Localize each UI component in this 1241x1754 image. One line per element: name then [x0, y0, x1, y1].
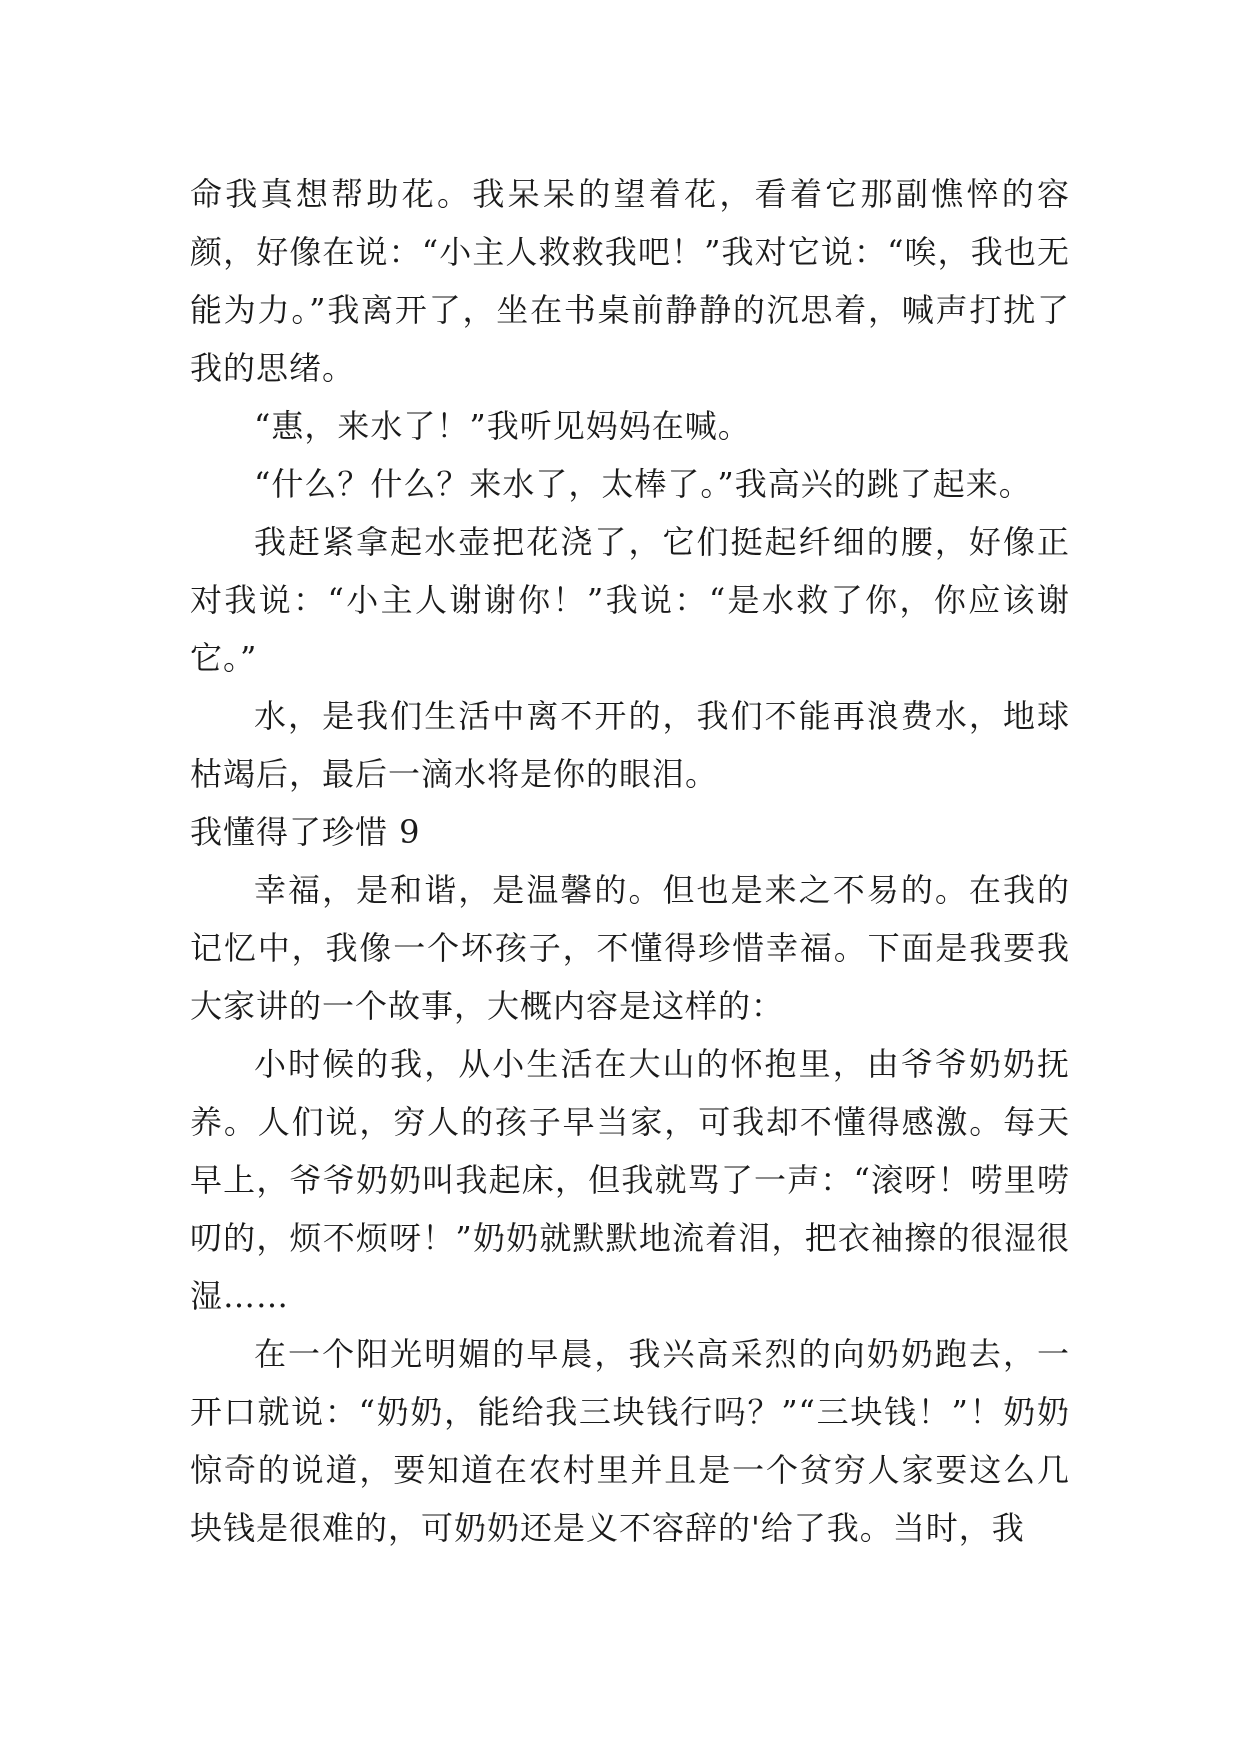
section-title: 我懂得了珍惜 9 [190, 813, 421, 851]
paragraph-mom-calls: “惠，来水了！”我听见妈妈在喊。 [254, 407, 751, 445]
document-body [190, 165, 1070, 1557]
paragraph-flower-plea: 命我真想帮助花。我呆呆的望着花，看着它那副憔悴的容颜，好像在说：“小主人救救我吧！”我对它说：“唉，我也无能为力。”我离开了，坐在书桌前静静的沉思着，喊声打扰了我的思绪。 [190, 175, 1070, 387]
paragraph-happiness-intro: 幸福，是和谐，是温馨的。但也是来之不易的。在我的记忆中，我像一个坏孩子，不懂得珍惜幸福。下面是我要我大家讲的一个故事，大概内容是这样的： [190, 871, 1070, 1025]
paragraph-jump-up: “什么？什么？来水了，太棒了。”我高兴的跳了起来。 [254, 465, 1032, 503]
paragraph-childhood: 小时候的我，从小生活在大山的怀抱里，由爷爷奶奶抚养。人们说，穷人的孩子早当家，可我却不懂得感激。每天早上，爷爷奶奶叫我起床，但我就骂了一声：“滚呀！唠里唠叨的，烦不烦呀！”奶奶就默默地流着泪，把衣袖擦的很湿很湿…… [190, 1045, 1070, 1315]
paragraph-water-moral: 水，是我们生活中离不开的，我们不能再浪费水，地球枯竭后，最后一滴水将是你的眼泪。 [190, 697, 1070, 793]
paragraph-water-flowers: 我赶紧拿起水壶把花浇了，它们挺起纤细的腰，好像正对我说：“小主人谢谢你！”我说：“是水救了你，你应该谢它。” [190, 523, 1070, 677]
paragraph-three-yuan: 在一个阳光明媚的早晨，我兴高采烈的向奶奶跑去，一开口就说：“奶奶，能给我三块钱行吗？”“三块钱！”！奶奶惊奇的说道，要知道在农村里并且是一个贫穷人家要这么几块钱是很难的，可奶奶还是义不容辞的'给了我。当时，我 [190, 1335, 1070, 1547]
